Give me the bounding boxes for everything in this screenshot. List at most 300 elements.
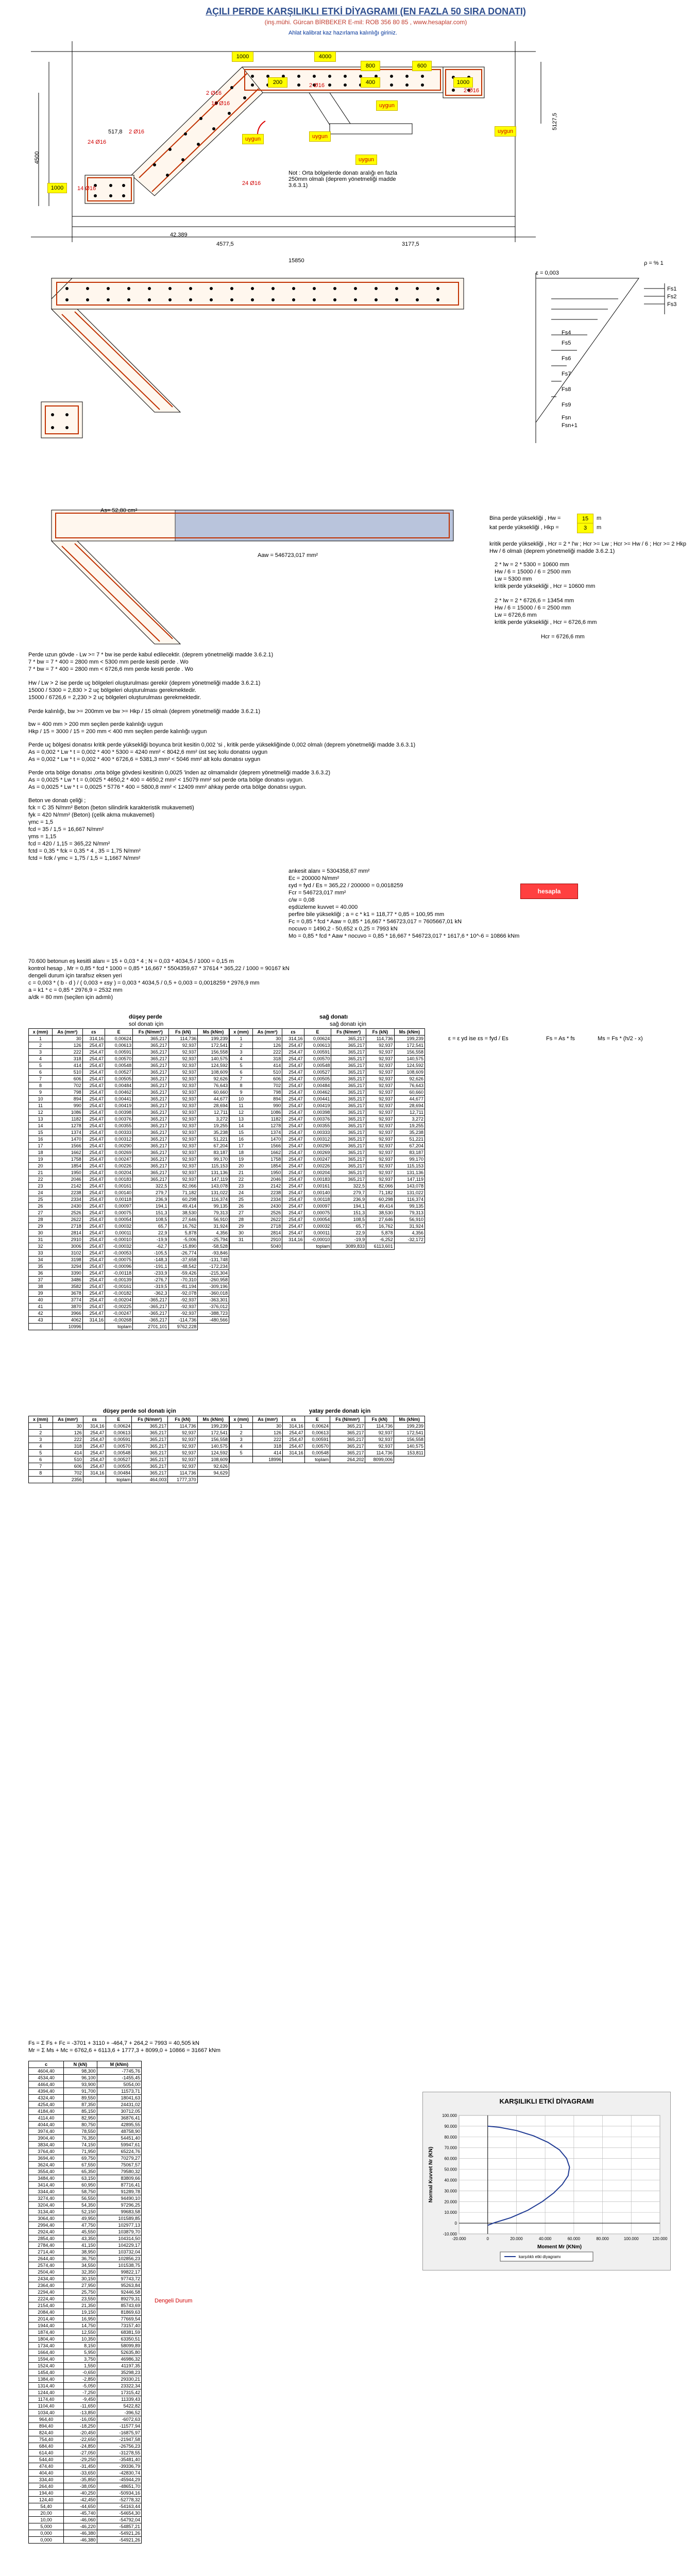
table-cell: 52635,80 [97,2349,141,2356]
table-header-cell: c [29,2061,64,2068]
status-uygun-2: uygun [355,155,377,165]
table-row [29,2235,142,2242]
table-cell: 97296,25 [97,2202,141,2209]
table-cell: 1734,40 [29,2343,64,2349]
table-row [29,2517,142,2523]
table-cell: -54163,44 [97,2503,141,2510]
table-cell: 97743,72 [97,2276,141,2282]
table-cell: 12,711 [198,1109,229,1116]
table-cell: 365,217 [331,1136,366,1143]
table-cell: 3,272 [394,1116,425,1123]
table-cell: 254,47 [282,1223,304,1230]
table-cell: 12 [29,1109,53,1116]
fs-label-4: Fs4 [562,330,571,336]
table-cell: 0,00054 [304,1216,331,1223]
table-cell: 2364,40 [29,2282,64,2289]
table-cell: 0,00011 [304,1230,331,1236]
table-cell: 37 [29,1277,53,1283]
dim-box-5[interactable]: 200 [268,77,287,88]
table-cell: 4534,40 [29,2075,64,2081]
table-cell: 254,47 [282,1136,304,1143]
table-row [230,1223,425,1230]
table-cell: 79,313 [394,1210,425,1216]
table-cell: 11339,43 [97,2396,141,2403]
table-row [29,2289,142,2296]
calc-line: Perde orta bölge donatısı ,orta bölge gövdesi kesitinin 0,0025 'inden az olmamalıdır (deprem yönetmeliği madde 3.6.3.2) [28,770,331,776]
table-cell: -54921,26 [97,2530,141,2537]
hesapla-button[interactable]: hesapla [520,884,578,899]
table-row [29,1203,229,1210]
page-subtitle: (inş.mühi. Gürcan BİRBEKER E-mil: ROB 356 80 85 , www.hesaplar.com) [264,19,467,26]
table-cell: 18 [230,1149,253,1156]
status-uygun-5: uygun [309,131,331,142]
table-cell: -21947,58 [97,2436,141,2443]
table-cell: 2294,40 [29,2289,64,2296]
table-cell: 254,47 [82,1290,105,1297]
dim-box-2[interactable]: 4000 [314,52,336,62]
table-header-cell: Ms (kNm) [198,1029,229,1036]
table-cell: -33,650 [64,2470,97,2477]
table-cell: -11577,94 [97,2423,141,2430]
table-cell: 365,217 [133,1103,168,1109]
hkp-input[interactable]: 3 [577,523,593,533]
table-cell: 3294 [53,1263,83,1270]
table-cell: 21,350 [64,2302,97,2309]
table-cell: 6 [29,1069,53,1076]
table-cell: 71,182 [168,1190,198,1196]
table-cell: -0,00096 [105,1263,133,1270]
table-cell: -13,850 [64,2410,97,2416]
table-cell: 22,9 [133,1230,168,1236]
table-cell: 2084,40 [29,2309,64,2316]
table-cell: -276,7 [133,1277,168,1283]
table-cell: 92,937 [168,1116,198,1123]
x-tick-label: 20.000 [510,2236,523,2241]
table-cell: 25,750 [64,2289,97,2296]
table1-left [28,1028,229,1330]
asw-note: Aaw = 546723,017 mm² [258,552,318,558]
table-row [29,2383,142,2389]
table-cell: 10,00 [29,2517,64,2523]
table-cell: 0,00484 [304,1082,331,1089]
table-row [29,2195,142,2202]
table-cell: 28 [230,1216,253,1223]
table-row [230,1430,425,1436]
table-cell: 114,736 [365,1450,394,1456]
calc-line: γmc = 1,5 [28,819,53,825]
table-row [29,1136,229,1143]
status-uygun-4: uygun [376,100,398,111]
table-cell: 3 [29,1049,53,1056]
table-row [29,1443,229,1450]
table-cell: 92,937 [365,1436,394,1443]
table-cell: 38 [29,1283,53,1290]
table-cell: 254,47 [82,1243,105,1250]
table-cell: 414 [252,1062,282,1069]
table-row [29,2356,142,2363]
table-cell: 0,000 [29,2530,64,2537]
table-cell: 126 [53,1430,83,1436]
table-cell: 18996 [253,1456,283,1463]
table-cell: 254,47 [282,1129,304,1136]
table-cell: 92,937 [366,1136,395,1143]
table-header-cell: Fs (N/mm²) [331,1029,366,1036]
table-cell: 0,00398 [105,1109,133,1116]
table-cell: 124,40 [29,2497,64,2503]
table-cell: 73157,40 [97,2323,141,2329]
table-cell: 0,00290 [105,1143,133,1149]
table-cell: 199,239 [394,1423,425,1430]
calc-line: fcd = 35 / 1,5 = 16,667 N/mm² [28,826,104,833]
table-row [29,2102,142,2108]
table-cell: 0,00312 [105,1136,133,1143]
table-cell: -27,050 [64,2450,97,2456]
table-cell: 254,47 [82,1082,105,1089]
table-cell: -26,774 [168,1250,198,1257]
table-cell: 318 [252,1056,282,1062]
table-cell: 116,374 [394,1196,425,1203]
table-cell: -92,937 [168,1310,198,1317]
table-cell: 60,950 [64,2182,97,2189]
table-cell: 126 [252,1042,282,1049]
table-row [230,1183,425,1190]
table-cell: 0,00355 [105,1123,133,1129]
dim-box-3[interactable]: 800 [361,61,380,71]
table-cell: 91,700 [64,2088,97,2095]
table-cell: -42,450 [64,2497,97,2503]
table-cell: -172,234 [198,1263,229,1270]
table-cell: 1278 [53,1123,83,1129]
table-cell: 172,541 [197,1430,229,1436]
table-cell: 254,47 [282,1190,304,1196]
table-cell: 65224,76 [97,2148,141,2155]
table-cell: 41 [29,1303,53,1310]
table-cell: 51,221 [394,1136,425,1143]
table-cell: 254,47 [283,1443,305,1450]
table-cell: 126 [253,1430,283,1436]
table-cell: 4 [29,1443,53,1450]
bar-label-7: 14 Ø16 [77,185,96,192]
table-cell: 254,47 [83,1456,106,1463]
table-cell: 92,626 [198,1076,229,1082]
dim-label-42389: 42,389 [170,232,188,238]
table-cell: -44,650 [64,2503,97,2510]
table-cell: 102856,23 [97,2256,141,2262]
dim-label-4577: 4577,5 [216,241,234,247]
hcr-calc-7: Lw = 6726,6 mm [495,612,537,618]
table-row [29,2108,142,2115]
hw-input[interactable]: 15 [577,514,593,524]
table-row [230,1136,425,1143]
table-cell: -31,450 [64,2463,97,2470]
table-row [29,2095,142,2102]
table-row [29,1236,229,1243]
table-cell: 95263,84 [97,2282,141,2289]
table-cell: 92,937 [366,1076,395,1082]
y-tick-label: 90.000 [444,2124,457,2129]
dim-box-7[interactable]: 1000 [453,77,473,88]
table-cell: 365,217 [133,1176,168,1183]
table-cell: 14 [230,1123,253,1129]
hw-unit: m [597,515,602,521]
table-row [29,2229,142,2235]
table-cell: 8099,006 [365,1456,394,1463]
calc-line: fctd = fctk / γmc = 1,75 / 1,5 = 1,1667 N/mm² [28,855,141,861]
y-tick-label: 20.000 [444,2199,457,2205]
table-row [29,1317,229,1324]
table-cell: 365,217 [133,1076,168,1082]
table-cell: 2910 [252,1236,282,1243]
hcr-calc-4: kritik perde yüksekliği , Hcr = 10600 mm [495,583,596,589]
table-cell: 25 [230,1196,253,1203]
table-cell: -362,3 [133,1290,168,1297]
table-row [29,1036,229,1042]
table-cell: 254,47 [282,1042,304,1049]
table-cell: -19,9 [133,1236,168,1243]
table-cell: 1182 [53,1116,83,1123]
table-cell: 365,217 [133,1089,168,1096]
table-cell: -45944,29 [97,2477,141,2483]
table-cell: 36,750 [64,2256,97,2262]
table-cell: 365,217 [133,1062,168,1069]
table-cell [230,1243,253,1250]
table-row [29,2323,142,2329]
table-cell: 4394,40 [29,2088,64,2095]
table-cell: 153,811 [394,1450,425,1456]
table2-title-left: düşey perde sol donatı için [103,1408,176,1414]
section-elevation [21,268,685,448]
table-cell: 1,550 [64,2363,97,2369]
table-cell: 0,00624 [106,1423,132,1430]
table-cell: 254,47 [82,1196,105,1203]
table-cell: 254,47 [82,1163,105,1170]
pct-label: ρ = % 1 [644,260,664,266]
table-cell: 92,937 [168,1443,197,1450]
table-cell: 8 [29,1082,53,1089]
table-cell: 254,47 [82,1129,105,1136]
table-cell: 464,003 [132,1477,168,1483]
table-header-cell: N (kN) [64,2061,97,2068]
table-cell: 60,660 [394,1089,425,1096]
table-row [29,1123,229,1129]
table-cell: 3582 [53,1283,83,1290]
table-cell: 11 [29,1103,53,1109]
table-cell: 365,217 [331,1076,366,1082]
table-row [230,1190,425,1196]
table-cell: 0,00032 [304,1223,331,1230]
y-tick-label: 10.000 [444,2210,457,2215]
table-cell: 0,00333 [304,1129,331,1136]
table-cell: -365,217 [133,1303,168,1310]
table-row [29,2088,142,2095]
table-cell: 0,00032 [105,1223,133,1230]
table-cell: 3624,40 [29,2162,64,2168]
table-cell: 3414,40 [29,2182,64,2189]
table-cell: 318 [253,1443,283,1450]
table-cell: -7,250 [64,2389,97,2396]
table-cell: -7745,76 [97,2068,141,2075]
table-row [29,1243,229,1250]
rc-7: perfire bile yüksekliği ; a = c * k1 = 118,77 * 0,85 = 100,95 mm [288,911,445,918]
table-cell: 894 [252,1096,282,1103]
table-cell: 40 [29,1297,53,1303]
table-cell: -31278,55 [97,2450,141,2456]
table-total-row [29,1324,229,1330]
table-cell: 45,550 [64,2229,97,2235]
table-cell: 0,00011 [105,1230,133,1236]
table-cell: 1854 [53,1163,83,1170]
table-row [230,1103,425,1109]
dim-box-6[interactable]: 400 [361,77,380,88]
table-cell: 9762,228 [168,1324,198,1330]
table-cell: -19,9 [331,1236,366,1243]
table-cell: 365,217 [331,1082,366,1089]
dim-box-side[interactable]: 1000 [47,183,67,193]
table2-title-right: yatay perde donatı için [309,1408,371,1414]
table-cell: 0,00613 [304,1042,331,1049]
table-cell: 2356 [53,1477,83,1483]
hcr-calc-1: 2 * lw = 2 * 5300 = 10600 mm [495,562,569,568]
hcr-rule: kritik perde yüksekliği , Hcr = 2 * l'w ; Hcr >= Lw ; Hcr >= Hw / 6 ; Hcr >= 2 Hkp [489,541,687,547]
table-row [29,1423,229,1430]
table-cell: 3484,40 [29,2175,64,2182]
table-cell: -105,5 [133,1250,168,1257]
table2-left [28,1416,229,1483]
table-cell: 254,47 [82,1062,105,1069]
table-cell: -15,890 [168,1243,198,1250]
table-row [29,1089,229,1096]
table-cell: 19 [29,1156,53,1163]
table-cell: 5,878 [366,1230,395,1236]
table-row [29,2202,142,2209]
table-header-cell: Fs (kN) [365,1416,394,1423]
table-cell: 92,937 [366,1069,395,1076]
table-cell [230,1456,253,1463]
table-cell: 49,414 [168,1203,198,1210]
table-row [29,1176,229,1183]
table-cell: 0,00204 [304,1170,331,1176]
table-row [29,1082,229,1089]
table-cell: -191,1 [133,1263,168,1270]
calc-line: 7 * bw = 7 * 400 = 2800 mm < 5300 mm perde kesiti perde . Wo [28,659,189,665]
table-row [29,2443,142,2450]
drawing-note-top: Ahlat kalibrat kaz hazırlama kalınlığı giriniz. [288,30,397,36]
table-cell: 254,47 [282,1109,304,1116]
table-row [29,1096,229,1103]
table-cell: 85,150 [64,2108,97,2115]
table-cell: 365,217 [132,1456,168,1463]
hcr-calc-2: Hw / 6 = 15000 / 6 = 2500 mm [495,569,571,575]
table-row [29,2436,142,2443]
table-cell: 92,937 [168,1103,198,1109]
table-cell: 92,937 [168,1136,198,1143]
table-cell: 1470 [252,1136,282,1143]
x-tick-label: 120.000 [652,2236,668,2241]
table-cell: 254,47 [282,1196,304,1203]
table-cell: 254,47 [82,1089,105,1096]
fs-label-3: Fs3 [667,301,677,308]
table-cell: 99,170 [394,1156,425,1163]
table-cell: 17315,42 [97,2389,141,2396]
table1-right [229,1028,425,1250]
table-cell: 365,217 [331,1156,366,1163]
table-cell: -0,00139 [105,1277,133,1283]
table-cell: 22 [29,1176,53,1183]
table-cell: 314,16 [82,1317,105,1324]
table-cell: 30 [53,1036,83,1042]
table-cell: 254,47 [283,1436,305,1443]
table-cell: 254,47 [82,1123,105,1129]
table-row [29,1076,229,1082]
y-tick-label: 50.000 [444,2167,457,2172]
table-cell [83,1477,106,1483]
dim-box-1[interactable]: 1000 [232,52,253,62]
table-row [29,1223,229,1230]
table-cell: 254,47 [82,1149,105,1156]
table-cell: 322,5 [331,1183,366,1190]
table-cell: 404,40 [29,2470,64,2477]
table-cell: 34 [29,1257,53,1263]
table-cell: 23322,34 [97,2383,141,2389]
table-header-cell: E [304,1416,330,1423]
table-row [29,1230,229,1236]
table-row [29,1290,229,1297]
dim-box-4[interactable]: 600 [412,61,432,71]
table-cell: 0,00376 [304,1116,331,1123]
table-row [29,1430,229,1436]
table-cell: 798 [53,1089,83,1096]
table-cell: 365,217 [133,1149,168,1156]
table-cell: 254,47 [282,1082,304,1089]
table-header-cell: Ms (kNm) [197,1416,229,1423]
table-cell: 172,541 [394,1430,425,1436]
table-cell: -42830,74 [97,2470,141,2477]
table-cell: toplam [105,1324,133,1330]
table-cell: 1104,40 [29,2403,64,2410]
table-cell: 92,937 [168,1463,197,1470]
table-row [29,1103,229,1109]
table-cell: 254,47 [282,1069,304,1076]
table-row [230,1216,425,1223]
table-cell: 4604,40 [29,2068,64,2075]
table-cell: 0,00419 [304,1103,331,1109]
table-row [230,1203,425,1210]
table-cell: 1278 [252,1123,282,1129]
table-header-cell: As (mm²) [53,1029,83,1036]
rc-5: c/w = 0,08 [288,897,315,903]
table-row [29,2148,142,2155]
table-cell: 3834,40 [29,2142,64,2148]
table-cell: 89,550 [64,2095,97,2102]
table-cell: 318 [53,1443,83,1450]
table-cell: 92,937 [366,1089,395,1096]
table-cell: 264,40 [29,2483,64,2490]
table-cell: 92,937 [168,1096,198,1103]
table-cell: 254,47 [282,1216,304,1223]
table-cell: 92,937 [168,1129,198,1136]
table-cell: 87,350 [64,2102,97,2108]
table-cell: 254,47 [282,1056,304,1062]
table-cell: 264,202 [330,1456,365,1463]
table-cell: 254,47 [82,1170,105,1176]
table-row [29,2175,142,2182]
table-cell: 365,217 [133,1036,168,1042]
table-row [29,2450,142,2456]
table-cell: 4 [230,1056,253,1062]
table-cell: 16,762 [168,1223,198,1230]
table-cell: 254,47 [82,1297,105,1303]
table-cell: 365,217 [132,1430,168,1436]
